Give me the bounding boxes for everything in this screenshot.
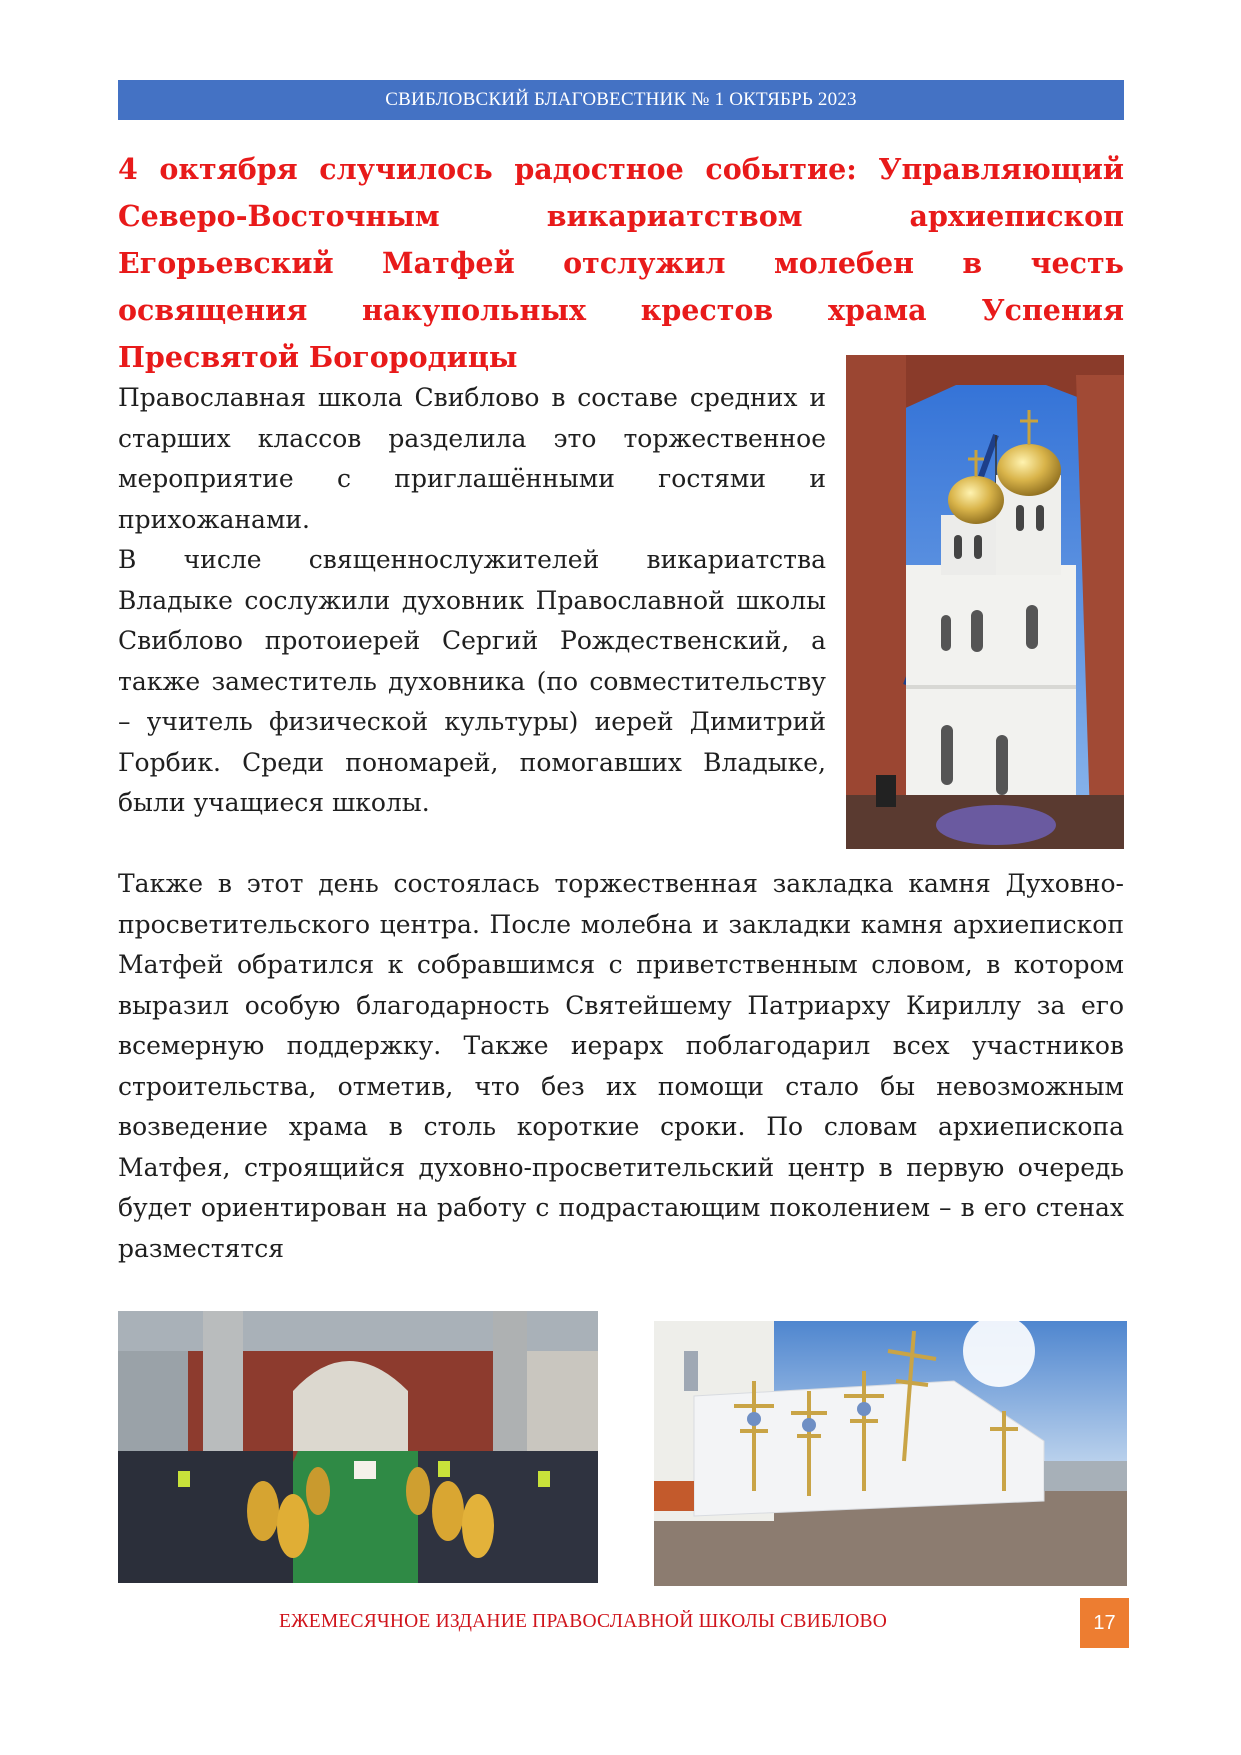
article-column-wide <box>118 864 1124 1269</box>
newsletter-header-band <box>118 80 1124 120</box>
dome-crosses-photo <box>654 1321 1127 1586</box>
article-column-narrow <box>118 378 826 824</box>
article-headline: 4 октября случилось радостное событие: Управляющий Северо-Восточным викариатством архиепископ Егорьевский Матфей отслужил молебен в честь освящения накупольных крестов храма Успения Пресвятой Богородицы <box>118 152 1124 374</box>
page-number: 17 <box>1093 1612 1116 1634</box>
page-number-badge <box>1080 1598 1129 1648</box>
prayer-service-photo <box>118 1311 598 1583</box>
newsletter-title: СВИБЛОВСКИЙ БЛАГОВЕСТНИК № 1 ОКТЯБРЬ 2023 <box>385 89 857 110</box>
article-paragraph: Православная школа Свиблово в составе средних и старших классов разделила это торжественное мероприятие с приглашёнными гостями и прихожанами. <box>118 383 826 534</box>
article-paragraph: Также в этот день состоялась торжественная закладка камня Духовно-просветительского центра. После молебна и закладки камня архиепископ Матфей обратился к собравшимся с приветственным словом, в котором выразил особую благодарность Святейшему Патриарху Кириллу за его всемерную поддержку. Также иерарх поблагодарил всех участников строительства, отметив, что без их помощи стало бы невозможным возведение храма в столь короткие сроки. По словам архиепископа Матфея, строящийся духовно-просветительский центр в первую очередь будет ориентирован на работу с подрастающим поколением – в его стенах разместятся <box>118 869 1124 1263</box>
footer-publication-line: ЕЖЕМЕСЯЧНОЕ ИЗДАНИЕ ПРАВОСЛАВНОЙ ШКОЛЫ СВИБЛОВО <box>279 1611 887 1632</box>
article-paragraph: В числе священнослужителей викариатства Владыке сослужили духовник Православной школы Свиблово протоиерей Сергий Рождественский, а также заместитель духовника (по совместительству – учитель физической культуры) иерей Димитрий Горбик. Среди пономарей, помогавших Владыке, были учащиеся школы. <box>118 545 826 817</box>
church-domes-photo <box>846 355 1124 849</box>
